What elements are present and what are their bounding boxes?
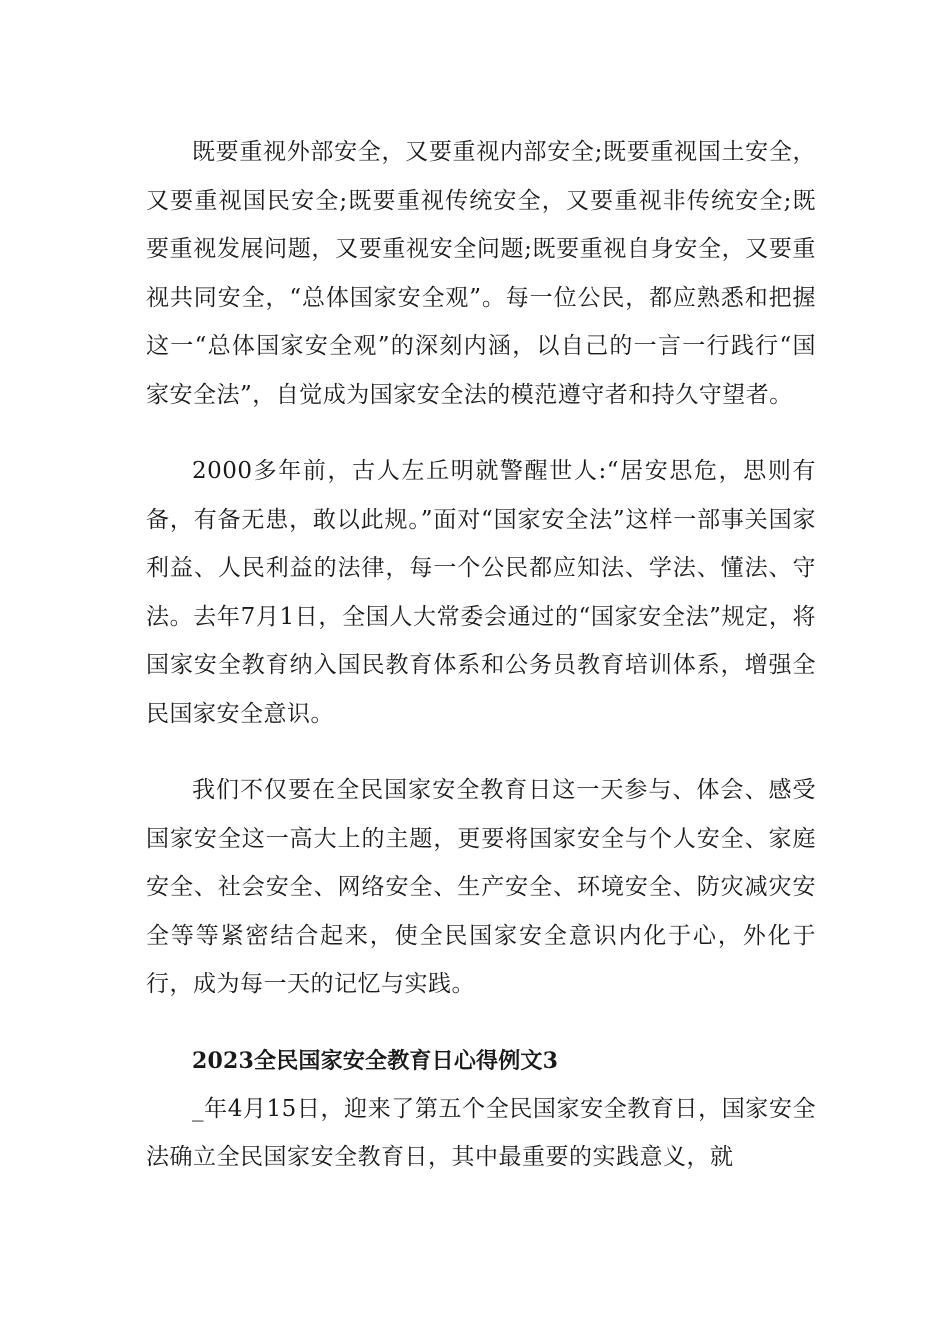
paragraph-1: 既要重视外部安全，又要重视内部安全;既要重视国土安全，又要重视国民安全;既要重视传统安全，又要重视非传统安全;既要重视发展问题，又要重视安全问题;既要重视自身安全，又要重视共同安全，“总体国家安全观”。每一位公民，都应熟悉和把握这一“总体国家安全观”的深刻内涵，以自己的一言一行践行“国家安全法”，自觉成为国家安全法的模范遵守者和持久守望者。 (146, 139, 816, 408)
paragraph-3: 我们不仅要在全民国家安全教育日这一天参与、体会、感受国家安全这一高大上的主题，更要将国家安全与个人安全、家庭安全、社会安全、网络安全、生产安全、环境安全、防灾减灾安全等等紧密结合起来，使全民国家安全意识内化于心，外化于行，成为每一天的记忆与实践。 (146, 777, 816, 997)
section-heading: 2023全民国家安全教育日心得例文3 (192, 1047, 559, 1074)
document-body (146, 128, 816, 1182)
paragraph-2: 2000多年前，古人左丘明就警醒世人:“居安思危，思则有备，有备无患，敢以此规。”面对“国家安全法”这样一部事关国家利益、人民利益的法律，每一个公民都应知法、学法、懂法、守法。去年7月1日，全国人大常委会通过的“国家安全法”规定，将国家安全教育纳入国民教育体系和公务员教育培训体系，增强全民国家安全意识。 (146, 458, 816, 727)
paragraph-4: _年4月15日，迎来了第五个全民国家安全教育日，国家安全法确立全民国家安全教育日，其中最重要的实践意义，就 (146, 1095, 816, 1170)
